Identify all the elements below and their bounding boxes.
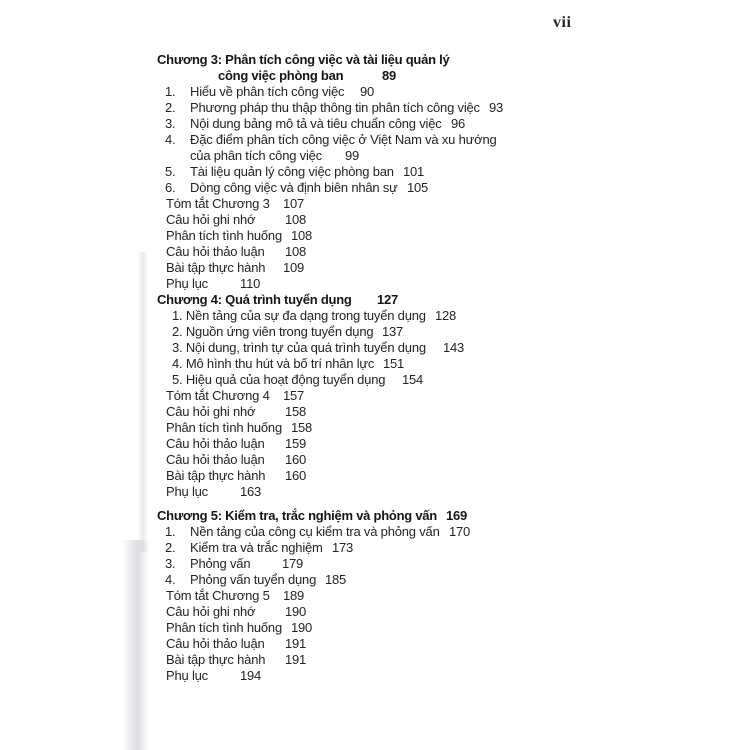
entry-page-number: 101 bbox=[403, 164, 425, 179]
entry-text: Kiểm tra và trắc nghiệm bbox=[190, 540, 323, 555]
toc-entry bbox=[130, 116, 720, 132]
entry-text: Bài tập thực hành bbox=[166, 652, 266, 667]
entry-text: Nội dung bảng mô tả và tiêu chuẩn công việc bbox=[190, 116, 442, 131]
entry-text: 2. Nguồn ứng viên trong tuyển dụng bbox=[172, 324, 374, 339]
toc-entry bbox=[130, 556, 720, 572]
entry-page-number: 157 bbox=[283, 388, 305, 403]
entry-text: Câu hỏi ghi nhớ bbox=[166, 404, 256, 419]
entry-text: Đặc điểm phân tích công việc ở Việt Nam và xu hướng bbox=[190, 132, 497, 147]
toc-entry bbox=[130, 212, 720, 228]
entry-page-number: 190 bbox=[291, 620, 313, 635]
entry-page-number: 127 bbox=[377, 292, 398, 307]
entry-page-number: 108 bbox=[285, 244, 307, 259]
entry-page-number: 105 bbox=[407, 180, 429, 195]
entry-text: Phụ lục bbox=[166, 276, 208, 291]
entry-text: Phân tích tình huống bbox=[166, 620, 282, 635]
toc-entry bbox=[130, 356, 720, 372]
entry-page-number: 159 bbox=[285, 436, 307, 451]
toc-entry bbox=[130, 468, 720, 484]
entry-text: Phỏng vấn bbox=[190, 556, 251, 571]
entry-page-number: 96 bbox=[451, 116, 466, 131]
entry-text: Nền tảng của công cụ kiểm tra và phỏng vấn bbox=[190, 524, 440, 539]
entry-text: Câu hỏi thảo luận bbox=[166, 636, 265, 651]
toc-entry bbox=[130, 604, 720, 620]
entry-text: Câu hỏi thảo luận bbox=[166, 244, 265, 259]
entry-page-number: 169 bbox=[446, 508, 467, 523]
toc-entry bbox=[130, 404, 720, 420]
entry-text: Phụ lục bbox=[166, 668, 208, 683]
entry-page-number: 191 bbox=[285, 652, 307, 667]
entry-page-number: 137 bbox=[382, 324, 404, 339]
entry-text: Câu hỏi ghi nhớ bbox=[166, 212, 256, 227]
entry-text: Chương 3: Phân tích công việc và tài liệu quản lý bbox=[157, 52, 450, 67]
toc-entry bbox=[130, 436, 720, 452]
entry-page-number: 191 bbox=[285, 636, 307, 651]
chapter-section bbox=[130, 52, 720, 292]
entry-page-number: 158 bbox=[291, 420, 313, 435]
entry-page-number: 107 bbox=[283, 196, 305, 211]
entry-text: công việc phòng ban bbox=[218, 68, 344, 83]
entry-page-number: 89 bbox=[382, 68, 396, 83]
chapter-section bbox=[130, 508, 720, 684]
entry-page-number: 170 bbox=[449, 524, 471, 539]
toc-entry bbox=[130, 420, 720, 436]
entry-page-number: 109 bbox=[283, 260, 305, 275]
toc-entry bbox=[130, 100, 720, 116]
entry-page-number: 108 bbox=[291, 228, 313, 243]
entry-text: Câu hỏi ghi nhớ bbox=[166, 604, 256, 619]
entry-page-number: 173 bbox=[332, 540, 354, 555]
entry-page-number: 143 bbox=[443, 340, 465, 355]
entry-text: Câu hỏi thảo luận bbox=[166, 436, 265, 451]
entry-page-number: 160 bbox=[285, 452, 307, 467]
entry-text: 1. Nền tảng của sự đa dạng trong tuyển dụng bbox=[172, 308, 426, 323]
entry-text: Tài liệu quản lý công việc phòng ban bbox=[190, 164, 394, 179]
entry-text: 3. Nội dung, trình tự của quá trình tuyển dụng bbox=[172, 340, 426, 355]
toc-entry bbox=[130, 388, 720, 404]
toc-entry bbox=[130, 372, 720, 388]
entry-page-number: 110 bbox=[240, 276, 261, 291]
entry-page-number: 108 bbox=[285, 212, 307, 227]
entry-number: 1. bbox=[165, 524, 176, 539]
toc-entry bbox=[130, 84, 720, 100]
toc-entry bbox=[130, 452, 720, 468]
entry-text: Phương pháp thu thập thông tin phân tích công việc bbox=[190, 100, 480, 115]
entry-page-number: 179 bbox=[282, 556, 304, 571]
toc-entry bbox=[130, 324, 720, 340]
entry-page-number: 154 bbox=[402, 372, 424, 387]
entry-page-number: 194 bbox=[240, 668, 262, 683]
toc-entry bbox=[130, 244, 720, 260]
entry-text: Câu hỏi thảo luận bbox=[166, 452, 265, 467]
entry-text: Tóm tắt Chương 4 bbox=[166, 388, 270, 403]
entry-number: 3. bbox=[165, 116, 176, 131]
entry-text: Dòng công việc và định biên nhân sự bbox=[190, 180, 398, 195]
entry-text: Tóm tắt Chương 3 bbox=[166, 196, 270, 211]
entry-number: 1. bbox=[165, 84, 176, 99]
entry-page-number: 190 bbox=[285, 604, 307, 619]
entry-text: 5. Hiệu quả của hoạt động tuyển dụng bbox=[172, 372, 386, 387]
toc-entry bbox=[130, 484, 720, 500]
entry-page-number: 158 bbox=[285, 404, 307, 419]
toc-entry bbox=[130, 228, 720, 244]
toc-entry bbox=[130, 276, 720, 292]
entry-page-number: 185 bbox=[325, 572, 347, 587]
entry-text: Phân tích tình huống bbox=[166, 420, 282, 435]
toc-entry bbox=[130, 180, 720, 196]
entry-text: Chương 4: Quá trình tuyển dụng bbox=[157, 292, 352, 307]
chapter-heading-line bbox=[130, 292, 720, 308]
toc-entry bbox=[130, 132, 720, 148]
entry-page-number: 163 bbox=[240, 484, 262, 499]
entry-text: Bài tập thực hành bbox=[166, 260, 266, 275]
entry-text: của phân tích công việc bbox=[190, 148, 322, 163]
chapter-heading-line bbox=[130, 68, 720, 84]
chapter-heading-line bbox=[130, 508, 720, 524]
toc-entry bbox=[130, 652, 720, 668]
toc-entry bbox=[130, 148, 720, 164]
toc-entry bbox=[130, 196, 720, 212]
entry-number: 4. bbox=[165, 132, 176, 147]
entry-page-number: 160 bbox=[285, 468, 307, 483]
toc-entry bbox=[130, 540, 720, 556]
toc-entry bbox=[130, 636, 720, 652]
toc-entry bbox=[130, 620, 720, 636]
page-edge-shadow-lower bbox=[122, 540, 150, 750]
entry-number: 2. bbox=[165, 100, 176, 115]
entry-text: Tóm tắt Chương 5 bbox=[166, 588, 270, 603]
chapter-heading-line bbox=[130, 52, 720, 68]
toc-entry bbox=[130, 668, 720, 684]
entry-number: 6. bbox=[165, 180, 176, 195]
entry-number: 4. bbox=[165, 572, 176, 587]
entry-number: 2. bbox=[165, 540, 176, 555]
entry-text: Hiểu về phân tích công việc bbox=[190, 84, 345, 99]
entry-text: 4. Mô hình thu hút và bố trí nhân lực bbox=[172, 356, 375, 371]
toc-entry bbox=[130, 524, 720, 540]
entry-number: 5. bbox=[165, 164, 176, 179]
entry-page-number: 189 bbox=[283, 588, 305, 603]
toc-entry bbox=[130, 588, 720, 604]
entry-text: Phỏng vấn tuyển dụng bbox=[190, 572, 317, 587]
entry-number: 3. bbox=[165, 556, 176, 571]
page-edge-shadow-upper bbox=[138, 252, 148, 552]
chapter-section bbox=[130, 292, 720, 500]
entry-page-number: 151 bbox=[383, 356, 405, 371]
entry-page-number: 128 bbox=[435, 308, 457, 323]
entry-text: Phụ lục bbox=[166, 484, 208, 499]
entry-text: Chương 5: Kiểm tra, trắc nghiệm và phỏng vấn bbox=[157, 508, 437, 523]
toc-entry bbox=[130, 340, 720, 356]
entry-text: Bài tập thực hành bbox=[166, 468, 266, 483]
toc-entry bbox=[130, 164, 720, 180]
toc-entry bbox=[130, 308, 720, 324]
page-number-label: vii bbox=[553, 14, 572, 31]
entry-page-number: 93 bbox=[489, 100, 504, 115]
toc bbox=[130, 52, 720, 684]
entry-page-number: 90 bbox=[360, 84, 375, 99]
toc-entry bbox=[130, 260, 720, 276]
entry-text: Phân tích tình huống bbox=[166, 228, 282, 243]
toc-entry bbox=[130, 572, 720, 588]
entry-page-number: 99 bbox=[345, 148, 360, 163]
